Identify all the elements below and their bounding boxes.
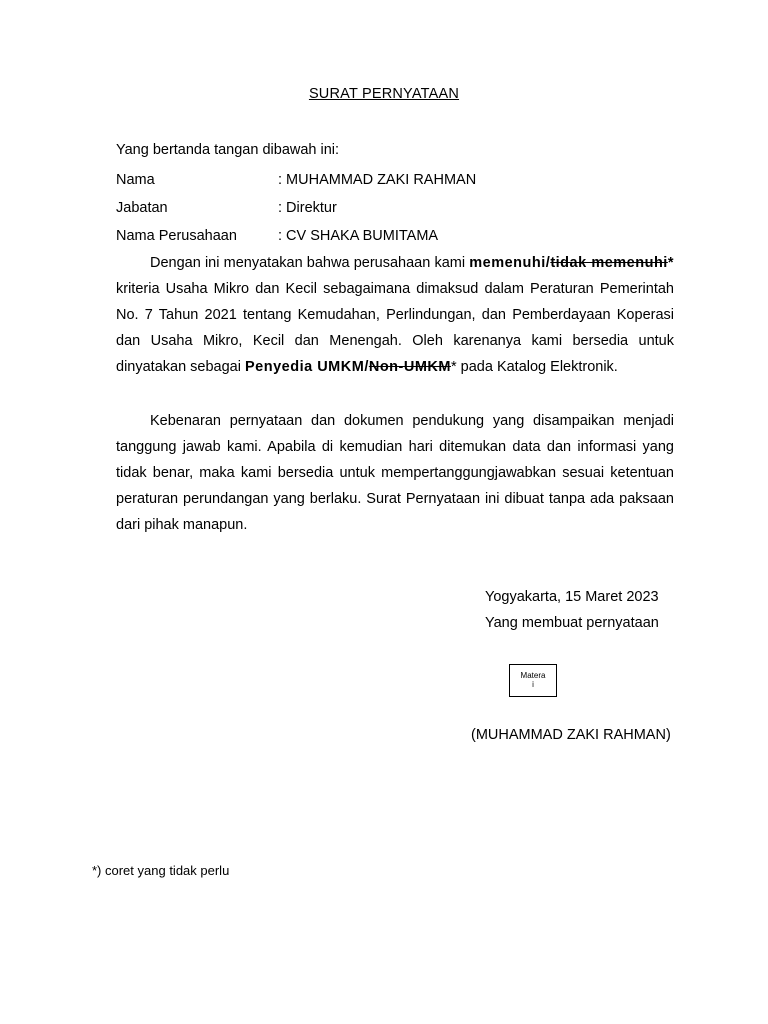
option-struck-tidak-memenuhi: tidak memenuhi: [550, 255, 668, 271]
maker-label: Yang membuat pernyataan: [485, 615, 659, 631]
document-title: SURAT PERNYATAAN: [308, 86, 460, 102]
field-value: : MUHAMMAD ZAKI RAHMAN: [278, 172, 477, 188]
option-separator: /: [545, 255, 551, 271]
field-value: : CV SHAKA BUMITAMA: [278, 228, 439, 244]
signer-name: (MUHAMMAD ZAKI RAHMAN): [471, 727, 671, 743]
materai-label: i: [532, 680, 534, 689]
paragraph-text: Dengan ini menyatakan bahwa perusahaan kami: [150, 255, 470, 271]
truth-paragraph: Kebenaran pernyataan dan dokumen pendukung yang disampaikan menjadi tanggung jawab kami. Apabila di kemudian hari ditemukan data dan informasi yang tidak benar, maka kami bersedia untuk mempertanggungjawabkan sesuai ketentuan peraturan perundangan yang berlaku. Surat Pernyataan ini dibuat tanpa ada paksaan dari pihak manapun.: [116, 413, 674, 533]
field-row-nama: [116, 170, 676, 198]
place-date: Yogyakarta, 15 Maret 2023: [485, 589, 659, 605]
intro-text: Yang bertanda tangan dibawah ini:: [116, 142, 340, 158]
option-separator: /: [364, 359, 369, 375]
field-value: : Direktur: [278, 200, 337, 216]
materai-label: Matera: [520, 671, 546, 680]
asterisk-mark: *: [667, 255, 674, 271]
identity-fields: [116, 170, 676, 254]
field-label: Jabatan: [116, 200, 168, 216]
statement-paragraph: [116, 250, 674, 380]
option-struck-non-umkm: Non-UMKM: [368, 359, 451, 375]
field-label: Nama: [116, 172, 155, 188]
paragraph-text: kriteria Usaha Mikro dan Kecil sebagaimana dimaksud dalam Peraturan Pemerintah No. 7 Tahun 2021 tentang Kemudahan, Perlindungan, dan Pemberdayaan Koperasi dan Usaha Mikro, Kecil dan Menengah. Oleh karenanya kami bersedia untuk dinyatakan sebagai: [116, 281, 674, 375]
materai-stamp-box: [509, 664, 557, 697]
field-label: Nama Perusahaan: [116, 228, 237, 244]
footnote: *) coret yang tidak perlu: [92, 863, 230, 878]
option-penyedia-umkm: Penyedia UMKM: [245, 359, 365, 375]
field-row-jabatan: [116, 198, 676, 226]
paragraph-text: pada Katalog Elektronik.: [456, 359, 618, 375]
signature-block: [485, 584, 659, 636]
asterisk-mark: *: [450, 359, 457, 375]
option-memenuhi: memenuhi: [469, 255, 546, 271]
